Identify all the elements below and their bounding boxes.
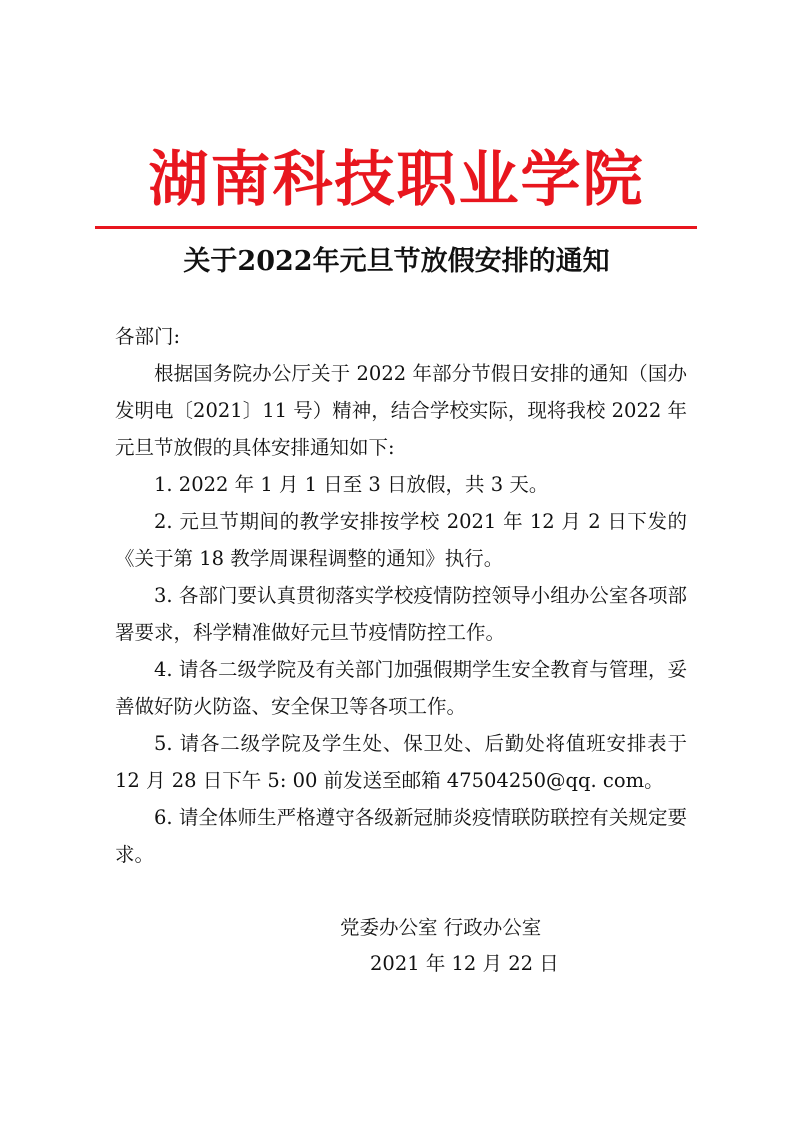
notice-item: 5. 请各二级学院及学生处、保卫处、后勤处将值班安排表于 12 月 28 日下午 5: 00 前发送至邮箱 47504250@qq. com。 [115, 732, 687, 792]
signature-block [340, 910, 600, 982]
issuer: 党委办公室 行政办公室 [340, 916, 542, 939]
notice-item: 2. 元旦节期间的教学安排按学校 2021 年 12 月 2 日下发的《关于第 18 教学周课程调整的通知》执行。 [115, 510, 687, 570]
header-divider [95, 226, 697, 229]
issue-date: 2021 年 12 月 22 日 [370, 952, 559, 975]
institution-header: 湖南科技职业学院 [148, 145, 645, 215]
notice-item: 4. 请各二级学院及有关部门加强假期学生安全教育与管理，妥善做好防火防盗、安全保卫等各项工作。 [115, 658, 687, 718]
notice-item: 3. 各部门要认真贯彻落实学校疫情防控领导小组办公室各项部署要求，科学精准做好元旦节疫情防控工作。 [115, 584, 687, 644]
notice-title: 关于2022年元旦节放假安排的通知 [183, 246, 610, 277]
salutation: 各部门: [115, 325, 181, 348]
notice-body [115, 318, 687, 873]
notice-item: 1. 2022 年 1 月 1 日至 3 日放假，共 3 天。 [154, 473, 549, 496]
intro-paragraph: 根据国务院办公厅关于 2022 年部分节假日安排的通知（国办发明电〔2021〕11 号）精神，结合学校实际，现将我校 2022 年元旦节放假的具体安排通知如下: [115, 362, 687, 459]
notice-item: 6. 请全体师生严格遵守各级新冠肺炎疫情联防联控有关规定要求。 [115, 806, 687, 866]
